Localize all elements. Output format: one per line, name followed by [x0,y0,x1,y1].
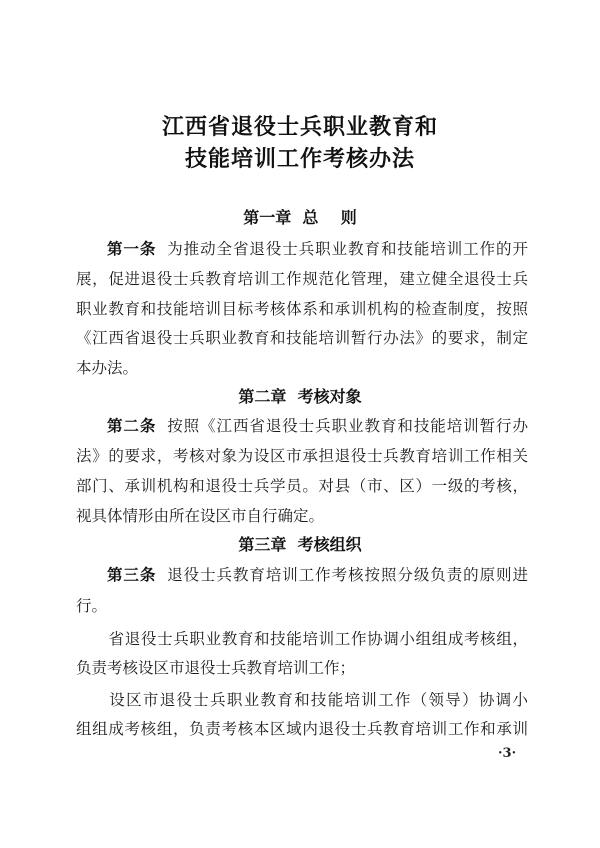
article-3-text: 退役士兵教育培训工作考核按照分级负责的原则进 [166,566,528,584]
page-number: ·3· [498,746,517,761]
article-3-para-3-line-2: 组组成考核组，负责考核本区域内退役士兵教育培训工作和承训 [76,720,528,738]
article-3-para-3-text: 设区市退役士兵职业教育和技能培训工作（领导）协调小 [108,691,528,709]
article-3-para-3-line-1 [76,688,528,710]
article-2-line-4: 视具体情形由所在设区市自行确定。 [76,507,325,525]
article-3-head: 第三条 [106,566,157,584]
article-2-line-2: 法》的要求，考核对象为设区市承担退役士兵教育培训工作相关 [76,447,528,465]
document-title-line-2: 技能培训工作考核办法 [184,147,415,172]
article-3-para-2-line-1 [76,627,528,649]
article-1-line-5: 本办法。 [76,359,139,377]
chapter-2-heading: 第二章 考核对象 [238,387,362,406]
article-1-line-4: 《江西省退役士兵职业教育和技能培训暂行办法》的要求，制定 [76,329,528,347]
article-2-head: 第二条 [106,417,157,435]
article-1-line-2: 展，促进退役士兵教育培训工作规范化管理，建立健全退役士兵 [76,270,528,288]
article-1-line-3: 职业教育和技能培训目标考核体系和承训机构的检查制度，按照 [76,300,528,318]
article-1-head: 第一条 [106,240,157,258]
article-2-line-1 [76,414,528,436]
article-2-text: 按照《江西省退役士兵职业教育和技能培训暂行办 [166,417,528,435]
document-title-line-1: 江西省退役士兵职业教育和 [161,115,438,140]
chapter-3-heading: 第三章 考核组织 [238,535,362,554]
article-3-para-2-text: 省退役士兵职业教育和技能培训工作协调小组组成考核组， [108,630,528,648]
article-1-text: 为推动全省退役士兵职业教育和技能培训工作的开 [166,240,528,258]
article-3-para-2-line-2: 负责考核设区市退役士兵教育培训工作； [76,659,356,677]
chapter-1-heading: 第一章 总 则 [243,208,357,227]
article-3-line-2: 行。 [76,597,108,615]
article-1-line-1 [76,237,528,259]
article-2-line-3: 部门、承训机构和退役士兵学员。对县（市、区）一级的考核， [76,477,528,495]
article-3-line-1 [76,563,528,585]
